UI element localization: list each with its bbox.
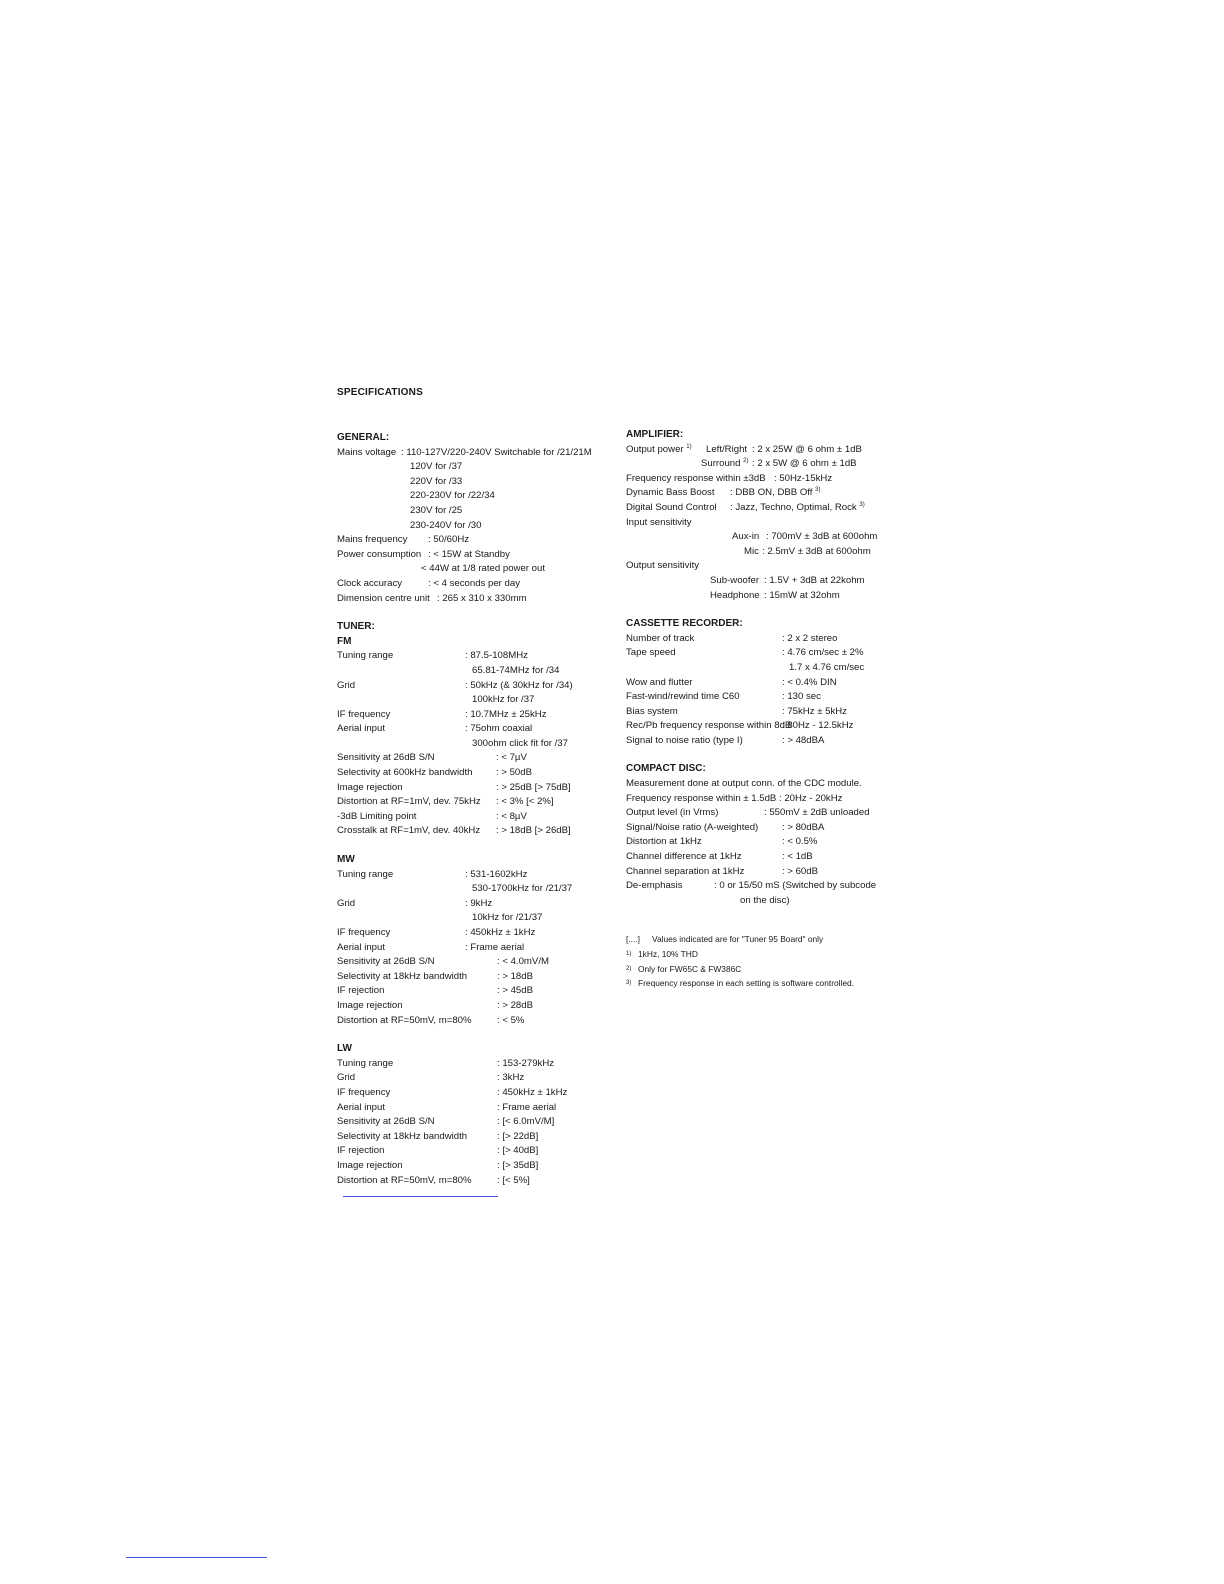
spec-value: 230V for /25	[410, 504, 463, 516]
spec-value: : 3kHz	[497, 1072, 525, 1084]
spec-value: : < 0.5%	[782, 836, 818, 848]
spec-label: Input sensitivity	[626, 516, 692, 528]
spec-row	[337, 1159, 607, 1174]
spec-label: Wow and flutter	[626, 676, 693, 688]
tuner-heading: TUNER:	[337, 621, 375, 633]
spec-row	[626, 676, 901, 691]
spec-value: : > 18dB	[497, 970, 534, 982]
spec-value: : 450kHz ± 1kHz	[497, 1086, 568, 1098]
spec-row	[337, 475, 607, 490]
spec-row	[626, 516, 901, 531]
spec-value: 100kHz for /37	[472, 694, 535, 706]
spec-value: : 531-1602kHz	[465, 868, 528, 880]
spec-label: Output sensitivity	[626, 560, 700, 572]
link-underline[interactable]	[126, 1557, 267, 1558]
spec-row	[337, 679, 607, 694]
spec-label: Dynamic Bass Boost	[626, 487, 715, 499]
spec-row	[337, 781, 607, 796]
spec-value: : 50/60Hz	[428, 534, 470, 546]
spec-row	[337, 868, 607, 883]
spec-row	[626, 486, 901, 501]
spec-label: Sensitivity at 26dB S/N	[337, 1116, 435, 1128]
cd-section	[626, 762, 901, 908]
spec-value: : 80Hz - 12.5kHz	[782, 720, 854, 732]
spec-value: : 2 x 25W @ 6 ohm ± 1dB	[752, 443, 862, 455]
spec-value: : [> 40dB]	[497, 1145, 539, 1157]
spec-label: Number of track	[626, 632, 695, 644]
spec-row	[337, 999, 607, 1014]
spec-label: Crosstalk at RF=1mV, dev. 40kHz	[337, 825, 481, 837]
spec-value: : > 50dB	[496, 767, 533, 779]
spec-label: Aerial input	[337, 1101, 385, 1113]
spec-row	[626, 719, 901, 734]
spec-value: : 4.76 cm/sec ± 2%	[782, 647, 864, 659]
spec-row	[626, 821, 901, 836]
spec-value: : < 1dB	[782, 851, 813, 863]
spec-label: Image rejection	[337, 781, 403, 793]
spec-value: 220-230V for /22/34	[410, 490, 495, 502]
output-power-label: Output power	[626, 443, 684, 455]
footnote-text: Only for FW65C & FW386C	[638, 963, 742, 974]
link-underline[interactable]	[343, 1196, 498, 1197]
spec-value: : 2.5mV ± 3dB at 600ohm	[762, 545, 871, 557]
spec-label: Aux-in	[732, 531, 760, 543]
footnote-mark: 2)	[743, 458, 749, 464]
spec-row	[337, 824, 607, 839]
footnote-mark: 1)	[626, 951, 632, 957]
spec-row	[626, 443, 901, 458]
spec-row	[626, 632, 901, 647]
spec-value: 300ohm click fit for /37	[472, 737, 568, 749]
spec-value	[730, 501, 865, 516]
spec-value: : 50Hz-15kHz	[774, 472, 833, 484]
spec-value: : < 7µV	[496, 752, 527, 764]
spec-value: : 50kHz (& 30kHz for /34)	[465, 679, 573, 691]
spec-label: Mains frequency	[337, 534, 408, 546]
footnote	[626, 932, 901, 947]
spec-label: Selectivity at 18kHz bandwidth	[337, 970, 468, 982]
spec-label: Rec/Pb frequency response within 8dB	[626, 720, 792, 732]
spec-row	[626, 777, 901, 792]
spec-label: Power consumption	[337, 548, 422, 560]
mw-rows	[337, 868, 607, 956]
spec-value: 530-1700kHz for /21/37	[472, 883, 573, 895]
spec-value: : < 15W at Standby	[428, 548, 510, 560]
spec-label	[626, 443, 692, 458]
spec-label: -3dB Limiting point	[337, 810, 417, 822]
spec-label: IF rejection	[337, 1145, 385, 1157]
cd-rows	[626, 821, 901, 879]
spec-row	[337, 1101, 607, 1116]
spec-row	[626, 894, 901, 909]
spec-row	[626, 806, 901, 821]
cassette-section	[626, 617, 901, 748]
spec-value: : 153-279kHz	[497, 1057, 555, 1069]
spec-row	[337, 664, 607, 679]
spec-value: : 130 sec	[782, 691, 821, 703]
general-section	[337, 431, 607, 606]
spec-value: : > 28dB	[497, 999, 534, 1011]
spec-row	[626, 530, 901, 545]
spec-label: Tape speed	[626, 647, 676, 659]
spec-label: De-emphasis	[626, 880, 683, 892]
spec-row	[337, 984, 607, 999]
spec-row	[337, 897, 607, 912]
cassette-heading: CASSETTE RECORDER:	[626, 618, 743, 630]
spec-row	[337, 1057, 607, 1072]
spec-row	[337, 562, 607, 577]
footnote-mark: 2)	[626, 965, 632, 972]
spec-value: : [> 35dB]	[497, 1159, 539, 1171]
spec-label: Distortion at RF=50mV, m=80%	[337, 1014, 472, 1026]
spec-label: IF frequency	[337, 708, 391, 720]
lw-heading: LW	[337, 1043, 352, 1055]
spec-label: Grid	[337, 1072, 356, 1084]
spec-row	[337, 1130, 607, 1145]
spec-row	[626, 574, 901, 589]
spec-row	[337, 1144, 607, 1159]
spec-row	[626, 705, 901, 720]
spec-label: Frequency response within ±3dB	[626, 472, 766, 484]
spec-value: : [< 5%]	[497, 1174, 530, 1186]
spec-value: : 2 x 5W @ 6 ohm ± 1dB	[752, 458, 857, 470]
footnote-text: Frequency response in each setting is software controlled.	[638, 978, 855, 989]
dbb-value: : DBB ON, DBB Off	[730, 487, 813, 499]
spec-label: IF frequency	[337, 1086, 391, 1098]
spec-label: Aerial input	[337, 941, 385, 953]
spec-row	[337, 795, 607, 810]
spec-row	[626, 661, 901, 676]
left-column	[337, 431, 607, 1202]
spec-row	[337, 504, 607, 519]
spec-row	[626, 589, 901, 604]
spec-row	[337, 766, 607, 781]
spec-label: Fast-wind/rewind time C60	[626, 691, 740, 703]
right-column	[626, 428, 901, 991]
mw-heading: MW	[337, 854, 355, 866]
spec-label: Dimension centre unit	[337, 592, 430, 604]
spec-row	[337, 1115, 607, 1130]
spec-row	[337, 955, 607, 970]
spec-label: Clock accuracy	[337, 577, 403, 589]
footnote	[626, 947, 901, 962]
spec-value: : > 25dB [> 75dB]	[496, 781, 571, 793]
spec-value: 1.7 x 4.76 cm/sec	[789, 661, 865, 673]
spec-value: : 9kHz	[465, 897, 493, 909]
spec-row	[626, 835, 901, 850]
spec-value: : 550mV ± 2dB unloaded	[764, 807, 870, 819]
spec-value: : > 48dBA	[782, 734, 825, 746]
surround-label: Surround	[701, 458, 741, 470]
footnote-text: Values indicated are for "Tuner 95 Board" only	[652, 934, 824, 945]
spec-value: : [< 6.0mV/M]	[497, 1116, 555, 1128]
spec-row	[337, 810, 607, 825]
fm-rows	[337, 649, 607, 751]
spec-row	[626, 792, 901, 807]
tuner-lw-section	[337, 1042, 607, 1188]
spec-label: Bias system	[626, 705, 678, 717]
spec-label: Distortion at 1kHz	[626, 836, 702, 848]
spec-value: : Frame aerial	[497, 1101, 557, 1113]
spec-value: : < 5%	[497, 1014, 525, 1026]
spec-value: : 265 x 310 x 330mm	[437, 592, 527, 604]
spec-label: Signal to noise ratio (type I)	[626, 734, 743, 746]
spec-label: Left/Right	[706, 443, 748, 455]
spec-label: Grid	[337, 679, 356, 691]
spec-value: : 1.5V + 3dB at 22kohm	[764, 574, 865, 586]
spec-row	[337, 1014, 607, 1029]
spec-value: 220V for /33	[410, 475, 463, 487]
spec-row	[337, 737, 607, 752]
tuner-fm-section	[337, 620, 607, 839]
spec-row	[337, 519, 607, 534]
spec-value: : 75ohm coaxial	[465, 723, 533, 735]
spec-row	[337, 592, 607, 607]
spec-text: Measurement done at output conn. of the CDC module.	[626, 778, 862, 790]
spec-value: : 2 x 2 stereo	[782, 632, 838, 644]
spec-value: : > 60dB	[782, 865, 819, 877]
spec-row	[337, 1071, 607, 1086]
spec-row	[337, 722, 607, 737]
spec-row	[337, 970, 607, 985]
spec-row	[626, 457, 901, 472]
spec-value: : < 0.4% DIN	[782, 676, 837, 688]
footnote-mark: 1)	[686, 443, 692, 450]
spec-value: : 700mV ± 3dB at 600ohm	[766, 531, 878, 543]
spec-label: Signal/Noise ratio (A-weighted)	[626, 821, 759, 833]
spec-label: Channel difference at 1kHz	[626, 851, 742, 863]
spec-label: Mic	[744, 545, 759, 557]
spec-label: Sub-woofer	[710, 574, 760, 586]
spec-value: < 44W at 1/8 rated power out	[421, 563, 545, 575]
spec-value: : 10.7MHz ± 25kHz	[465, 708, 547, 720]
spec-row	[337, 911, 607, 926]
spec-row	[626, 646, 901, 661]
spec-row	[337, 460, 607, 475]
spec-row	[337, 751, 607, 766]
spec-label: Image rejection	[337, 1159, 403, 1171]
spec-row	[626, 879, 901, 894]
footnote-text: 1kHz, 10% THD	[638, 949, 698, 959]
spec-row	[337, 489, 607, 504]
spec-row	[337, 446, 607, 461]
spec-row	[626, 690, 901, 705]
cd-heading: COMPACT DISC:	[626, 763, 706, 775]
spec-value: 120V for /37	[410, 461, 463, 473]
fm-heading: FM	[337, 635, 352, 647]
spec-value: : > 18dB [> 26dB]	[496, 825, 571, 837]
spec-value: on the disc)	[740, 894, 790, 906]
spec-value: : < 4.0mV/M	[497, 956, 549, 968]
spec-value: : 87.5-108MHz	[465, 650, 528, 662]
spec-value: : 0 or 15/50 mS (Switched by subcode	[714, 880, 877, 892]
spec-row	[337, 926, 607, 941]
spec-label	[701, 457, 748, 472]
spec-value: : < 3% [< 2%]	[496, 796, 554, 808]
spec-row	[626, 850, 901, 865]
spec-label: Mains voltage	[337, 446, 397, 458]
footnote-mark: 3)	[859, 501, 865, 508]
spec-row	[337, 1174, 607, 1189]
spec-value: : Frame aerial	[465, 941, 525, 953]
spec-row	[337, 708, 607, 723]
spec-label: Tuning range	[337, 1057, 394, 1069]
fm-rows-2	[337, 751, 607, 839]
amplifier-section	[626, 428, 901, 603]
spec-value: : 450kHz ± 1kHz	[465, 927, 536, 938]
spec-row	[337, 533, 607, 548]
spec-row	[626, 545, 901, 560]
spec-label: Aerial input	[337, 723, 385, 735]
spec-label: Sensitivity at 26dB S/N	[337, 752, 435, 764]
spec-label: IF rejection	[337, 985, 385, 997]
spec-label: Grid	[337, 897, 356, 909]
footnotes	[626, 932, 901, 990]
spec-value: : [> 22dB]	[497, 1130, 539, 1142]
spec-label: Selectivity at 600kHz bandwidth	[337, 767, 473, 779]
spec-value: 10kHz for /21/37	[472, 912, 543, 924]
spec-value: : < 4 seconds per day	[428, 577, 520, 589]
tuner-mw-section	[337, 853, 607, 1028]
amplifier-heading: AMPLIFIER:	[626, 429, 684, 440]
spec-row	[626, 472, 901, 487]
spec-row	[337, 882, 607, 897]
spec-label: Tuning range	[337, 650, 394, 662]
spec-value	[730, 486, 820, 501]
footnote-mark: 3)	[626, 980, 632, 987]
spec-label: Sensitivity at 26dB S/N	[337, 956, 435, 968]
spec-row	[626, 501, 901, 516]
spec-label: Distortion at RF=1mV, dev. 75kHz	[337, 796, 481, 808]
spec-value: : 110-127V/220-240V Switchable for /21/21M	[401, 446, 592, 458]
spec-value: 65.81-74MHz for /34	[472, 664, 560, 676]
spec-row	[626, 734, 901, 749]
spec-value: : 15mW at 32ohm	[764, 589, 840, 601]
spec-row	[337, 577, 607, 592]
spec-label: Selectivity at 18kHz bandwidth	[337, 1130, 468, 1142]
spec-label: Output level (in Vrms)	[626, 807, 719, 819]
lw-rows	[337, 1057, 607, 1188]
footnote-mark: [....]	[626, 934, 640, 945]
spec-row	[337, 548, 607, 563]
spec-label: Digital Sound Control	[626, 501, 717, 513]
general-heading: GENERAL:	[337, 432, 390, 443]
spec-row	[337, 649, 607, 664]
mw-rows-2	[337, 955, 607, 1028]
spec-text: Frequency response within ± 1.5dB : 20Hz - 20kHz	[626, 792, 843, 804]
spec-label: Channel separation at 1kHz	[626, 865, 745, 877]
cassette-rows	[626, 632, 901, 749]
spec-value: : > 80dBA	[782, 821, 825, 833]
spec-row	[337, 693, 607, 708]
dsc-value: : Jazz, Techno, Optimal, Rock	[730, 501, 857, 513]
spec-label: Tuning range	[337, 868, 394, 880]
spec-label: Image rejection	[337, 999, 403, 1011]
spec-row	[337, 1086, 607, 1101]
spec-label: Distortion at RF=50mV, m=80%	[337, 1174, 472, 1186]
spec-value: 230-240V for /30	[410, 519, 482, 531]
footnote-mark: 3)	[815, 487, 821, 494]
footnote	[626, 962, 901, 977]
spec-value: : 75kHz ± 5kHz	[782, 705, 847, 717]
page-title: SPECIFICATIONS	[337, 387, 423, 398]
spec-label: IF frequency	[337, 927, 391, 938]
footnote	[626, 976, 901, 991]
spec-label: Headphone	[710, 589, 760, 601]
spec-row	[626, 865, 901, 880]
spec-value: : > 45dB	[497, 985, 534, 997]
spec-value: : < 8µV	[496, 810, 527, 822]
spec-row	[337, 941, 607, 956]
spec-row	[626, 559, 901, 574]
